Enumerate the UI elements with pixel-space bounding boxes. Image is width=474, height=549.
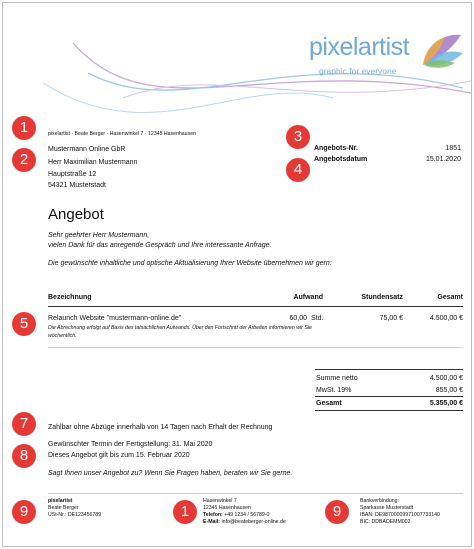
summary-net-label: Summe netto bbox=[316, 375, 358, 382]
footer-bic: BIC: DDBADEMM002 bbox=[360, 519, 411, 525]
col-header-rate: Stundensatz bbox=[361, 294, 403, 301]
footer-owner: Beate Berger bbox=[48, 505, 79, 511]
table-header-rule bbox=[48, 306, 463, 307]
summary-tax-value: 855,00 € bbox=[435, 387, 463, 394]
intro-text: Die gewünschte inhaltliche und optische Aktualisierung Ihrer Website übernehmen wir gern: bbox=[48, 260, 332, 267]
recipient-city: 54321 Musterstadt bbox=[48, 182, 106, 189]
offer-document bbox=[2, 2, 472, 547]
item-total: 4.500,00 € bbox=[429, 315, 463, 322]
item-note-line1: Die Abrechnung erfolgt auf Basis des tatsächlichen Aufwands. Über den Fortschritt der Arbeiten informieren wir Sie bbox=[48, 325, 312, 331]
footer-iban: IBAN: DE98700009971007733140 bbox=[360, 512, 440, 518]
item-note-line2: wöchentlich. bbox=[48, 333, 77, 339]
footer-company: pixelartist bbox=[48, 498, 73, 504]
marker-badge-1-footer: 1 bbox=[173, 500, 197, 524]
validity-text: Dieses Angebot gilt bis zum 15. Februar 2020 bbox=[48, 452, 190, 459]
marker-badge-2: 2 bbox=[12, 148, 36, 172]
logo-wordmark: pixelartist bbox=[309, 33, 410, 61]
deadline-text: Gewünschter Termin der Fertigstellung: 31. Mai 2020 bbox=[48, 441, 213, 448]
document-title: Angebot bbox=[48, 206, 104, 223]
marker-badge-7: 7 bbox=[12, 412, 36, 436]
offer-number-value: 1851 bbox=[445, 145, 461, 152]
item-description: Relaunch Website "mustermann-online.de" bbox=[48, 315, 182, 322]
recipient-street: Hauptstraße 12 bbox=[48, 171, 97, 178]
recipient-company: Mustermann Online GbR bbox=[48, 146, 126, 153]
marker-badge-4: 4 bbox=[286, 158, 310, 182]
footer-vat: USt-Nr.: DE123456789 bbox=[48, 512, 102, 518]
footer-phone-number: +49 1234 / 56789-0 bbox=[224, 512, 270, 518]
item-quantity: 60,00 bbox=[289, 315, 307, 322]
summary-mid-rule bbox=[315, 396, 463, 397]
recipient-person: Herr Maximilian Mustermann bbox=[48, 159, 138, 166]
footer-phone-label: Telefon: bbox=[203, 512, 223, 518]
closing-text: Sagt Ihnen unser Angebot zu? Wenn Sie Fragen haben, beraten wir Sie gerne. bbox=[48, 470, 293, 477]
table-row-rule bbox=[48, 347, 463, 348]
item-rate: 75,00 € bbox=[379, 315, 403, 322]
summary-net-value: 4.500,00 € bbox=[429, 375, 463, 382]
marker-badge-8: 8 bbox=[12, 444, 36, 468]
footer-bank-name: Sparkasse Musterstadt bbox=[360, 505, 414, 511]
footer-phone bbox=[203, 512, 269, 519]
summary-bottom-rule bbox=[315, 410, 463, 411]
sender-line: pixelartist · Beate Berger · Hasenwinkel 7 · 12345 Hasenhausen bbox=[48, 131, 196, 137]
offer-date-value: 15.01.2020 bbox=[425, 156, 461, 163]
marker-badge-5: 5 bbox=[12, 312, 36, 336]
footer-city: 12345 Hasenhausen bbox=[203, 505, 251, 511]
col-header-total: Gesamt bbox=[437, 294, 463, 301]
summary-total-value: 5.355,00 € bbox=[429, 400, 463, 407]
summary-total-label: Gesamt bbox=[316, 400, 342, 407]
thanks-text: vielen Dank für das anregende Gespräch und Ihre interessante Anfrage. bbox=[48, 242, 272, 249]
logo-tagline: graphic for everyone bbox=[319, 66, 397, 76]
footer-email-label: E-Mail: bbox=[203, 519, 221, 525]
item-unit: Std. bbox=[311, 315, 324, 322]
payment-terms: Zahlbar ohne Abzüge innerhalb von 14 Tagen nach Erhalt der Rechnung bbox=[48, 424, 273, 431]
salutation: Sehr geehrter Herr Mustermann, bbox=[48, 232, 150, 239]
footer-rule bbox=[48, 493, 463, 494]
summary-tax-label: MwSt. 19% bbox=[316, 387, 352, 394]
marker-badge-9-left: 9 bbox=[12, 500, 36, 524]
footer-email bbox=[203, 519, 286, 526]
marker-badge-1: 1 bbox=[12, 116, 36, 140]
logo-leaf-icon bbox=[415, 25, 465, 75]
offer-date-label: Angebotsdatum bbox=[314, 156, 368, 163]
marker-badge-9-right: 9 bbox=[325, 500, 349, 524]
footer-bank-label: Bankverbindung: bbox=[360, 498, 399, 504]
marker-badge-3: 3 bbox=[286, 125, 310, 149]
col-header-description: Bezeichnung bbox=[48, 294, 92, 301]
summary-top-rule bbox=[315, 369, 463, 370]
footer-street: Hasenwinkel 7 bbox=[203, 498, 237, 504]
header-wave-graphic bbox=[3, 3, 471, 123]
col-header-quantity: Aufwand bbox=[293, 294, 323, 301]
offer-number-label: Angebots-Nr. bbox=[314, 145, 358, 152]
footer-email-address: info@beateberger-online.de bbox=[221, 519, 286, 525]
